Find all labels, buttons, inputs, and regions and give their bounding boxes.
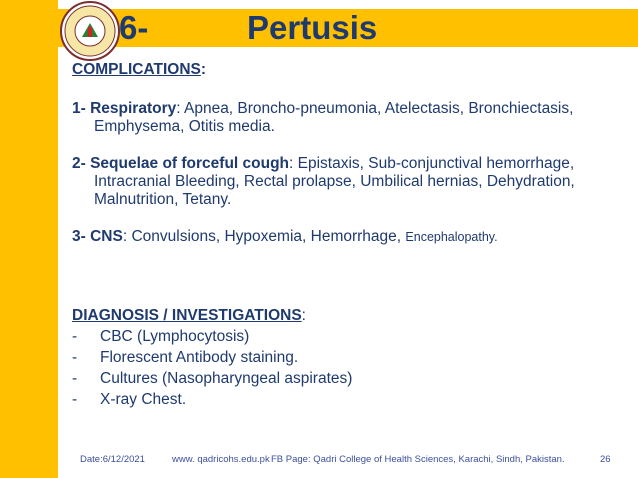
complication-label: 3- CNS <box>72 228 123 245</box>
diagnosis-heading: DIAGNOSIS / INVESTIGATIONS <box>72 307 302 324</box>
dash-bullet: - <box>72 328 78 345</box>
slide-title: Pertusis <box>247 9 378 46</box>
diagnosis-text: CBC (Lymphocytosis) <box>100 328 250 345</box>
diagnosis-item <box>72 370 632 388</box>
footer-website[interactable]: www. qadricohs.edu.pk <box>172 454 270 465</box>
complication-item <box>72 228 632 246</box>
footer-page-number: 26 <box>600 454 611 465</box>
dash-bullet: - <box>72 391 78 408</box>
dash-bullet: - <box>72 349 78 366</box>
college-logo <box>60 1 120 61</box>
footer-date: Date:6/12/2021 <box>80 454 145 465</box>
complication-text: : Apnea, Broncho-pneumonia, Atelectasis, Bronchiectasis, Emphysema, Otitis media. <box>94 100 574 135</box>
diagnosis-item <box>72 391 632 409</box>
diagnosis-text: Florescent Antibody staining. <box>100 349 299 366</box>
diagnosis-text: Cultures (Nasopharyngeal aspirates) <box>100 370 353 387</box>
diagnosis-heading-line: DIAGNOSIS / INVESTIGATIONS: <box>72 307 306 324</box>
complications-heading-line: COMPLICATIONS: <box>72 61 207 78</box>
diagnosis-text: X-ray Chest. <box>100 391 187 408</box>
diagnosis-item <box>72 328 632 346</box>
complication-label: 2- Sequelae of forceful cough <box>72 155 290 172</box>
dash-bullet: - <box>72 370 78 387</box>
complication-item <box>72 100 632 136</box>
diagnosis-item <box>72 349 632 367</box>
complication-item <box>72 155 632 209</box>
left-accent-bar <box>0 0 58 478</box>
complication-small-text: Encephalopathy. <box>405 230 498 244</box>
slide-number-prefix: 6- <box>119 9 149 46</box>
complications-heading: COMPLICATIONS <box>72 61 201 78</box>
complication-text: : Epistaxis, Sub-conjunctival hemorrhage, Intracranial Bleeding, Rectal prolapse, Umbilical hernias, Dehydration, Malnutrition, Tetany. <box>94 155 575 208</box>
complication-text: : Convulsions, Hypoxemia, Hemorrhage, <box>122 228 406 245</box>
complication-label: 1- Respiratory <box>72 100 177 117</box>
slide-content <box>72 60 632 409</box>
footer-fb-page: FB Page: Qadri College of Health Sciences, Karachi, Sindh, Pakistan. <box>271 454 565 465</box>
